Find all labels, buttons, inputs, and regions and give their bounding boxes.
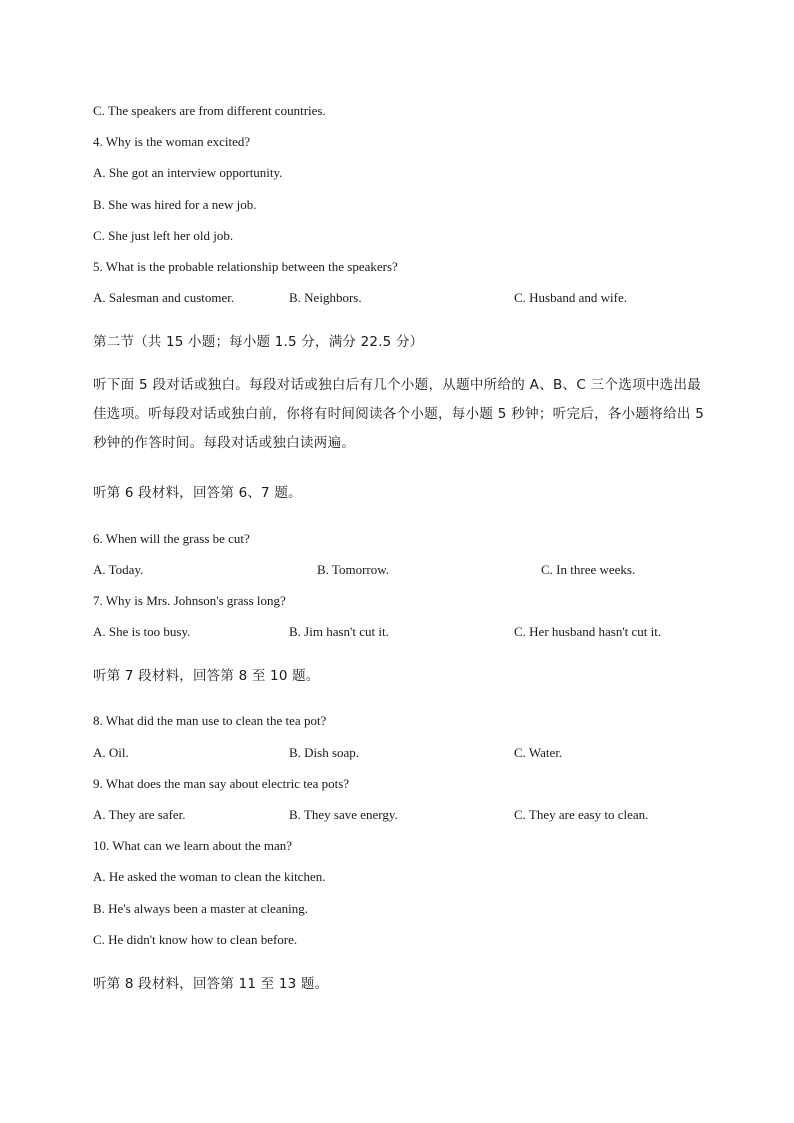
- question-10-option-c: C. He didn't know how to clean before.: [93, 932, 298, 947]
- instructions-line-2: 佳选项。听每段对话或独白前，你将有时间阅读各个小题，每小题 5 秒钟；听完后，各小题将给出 5: [93, 406, 705, 422]
- question-5-option-b: B. Neighbors.: [289, 290, 362, 305]
- question-4: 4. Why is the woman excited?: [93, 134, 251, 149]
- question-4-option-c: C. She just left her old job.: [93, 228, 234, 243]
- question-3-option-c: C. The speakers are from different countries.: [93, 103, 326, 118]
- question-4-option-a: A. She got an interview opportunity.: [93, 165, 283, 180]
- material-8-heading: 听第 8 段材料，回答第 11 至 13 题。: [93, 976, 329, 992]
- instructions-line-3: 秒钟的作答时间。每段对话或独白读两遍。: [93, 435, 356, 451]
- question-5-option-c: C. Husband and wife.: [514, 290, 628, 305]
- question-8: 8. What did the man use to clean the tea pot?: [93, 713, 327, 728]
- question-10-option-a: A. He asked the woman to clean the kitchen.: [93, 869, 326, 884]
- question-6-option-a: A. Today.: [93, 562, 144, 577]
- section-2-heading: 第二节（共 15 小题；每小题 1.5 分，满分 22.5 分）: [93, 334, 424, 350]
- question-9: 9. What does the man say about electric tea pots?: [93, 776, 350, 791]
- material-7-heading: 听第 7 段材料，回答第 8 至 10 题。: [93, 668, 320, 684]
- question-6: 6. When will the grass be cut?: [93, 531, 250, 546]
- section-2-instructions: [93, 371, 703, 458]
- question-6-option-c: C. In three weeks.: [541, 562, 636, 577]
- question-7-option-a: A. She is too busy.: [93, 624, 191, 639]
- question-8-option-b: B. Dish soap.: [289, 745, 360, 760]
- question-9-option-a: A. They are safer.: [93, 807, 186, 822]
- question-6-option-b: B. Tomorrow.: [317, 562, 390, 577]
- question-9-option-b: B. They save energy.: [289, 807, 398, 822]
- question-8-option-a: A. Oil.: [93, 745, 129, 760]
- question-8-option-c: C. Water.: [514, 745, 563, 760]
- question-9-option-c: C. They are easy to clean.: [514, 807, 649, 822]
- question-4-option-b: B. She was hired for a new job.: [93, 197, 257, 212]
- question-5: 5. What is the probable relationship between the speakers?: [93, 259, 398, 274]
- question-7-option-b: B. Jim hasn't cut it.: [289, 624, 389, 639]
- instructions-line-1: 听下面 5 段对话或独白。每段对话或独白后有几个小题，从题中所给的 A、B、C 三个选项中选出最: [93, 377, 702, 393]
- question-10-option-b: B. He's always been a master at cleaning.: [93, 901, 308, 916]
- question-7: 7. Why is Mrs. Johnson's grass long?: [93, 593, 286, 608]
- material-6-heading: 听第 6 段材料，回答第 6、7 题。: [93, 485, 302, 501]
- question-7-option-c: C. Her husband hasn't cut it.: [514, 624, 662, 639]
- question-5-option-a: A. Salesman and customer.: [93, 290, 235, 305]
- question-10: 10. What can we learn about the man?: [93, 838, 293, 853]
